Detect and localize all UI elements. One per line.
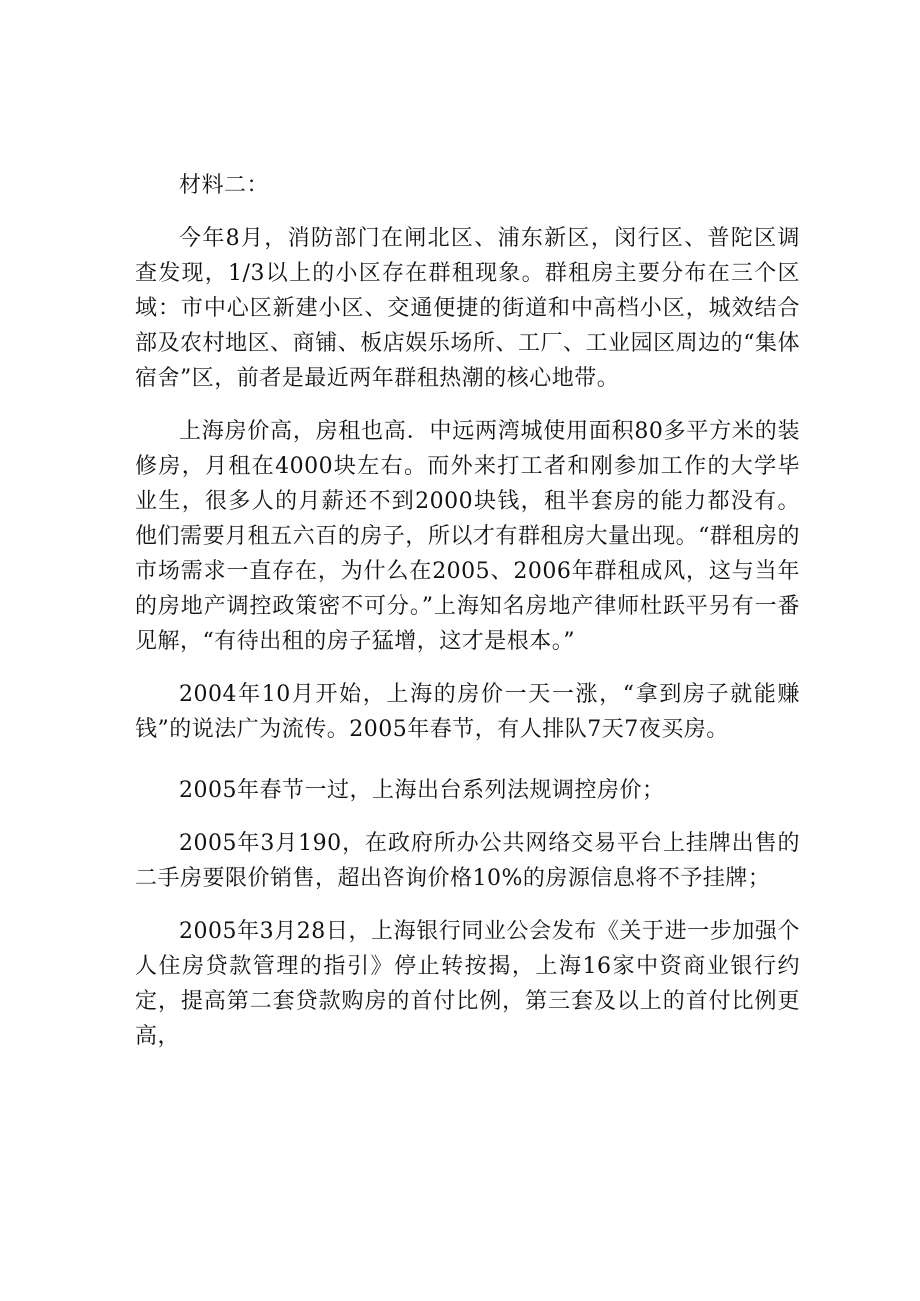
paragraph-regulations-intro: 2005年春节一过，上海出台系列法规调控房价； xyxy=(179,778,665,803)
paragraph-loan-guideline: 2005年3月28日，上海银行同业公会发布《关于进一步加强个人住房贷款管理的指引》停止转按揭，上海16家中资商业银行约定，提高第二套贷款购房的首付比例，第三套及以上的首付比例更高， xyxy=(135,919,800,1049)
section-heading: 材料二： xyxy=(179,173,270,198)
paragraph-group-rental-survey: 今年8月，消防部门在闸北区、浦东新区，闵行区、普陀区调查发现，1/3以上的小区存在群租现象。群租房主要分布在三个区域：市中心区新建小区、交通便捷的街道和中高档小区，城效结合部及农村地区、商铺、板店娱乐场所、工厂、工业园区周边的“集体宿舍”区，前者是最近两年群租热潮的核心地带。 xyxy=(135,226,800,391)
paragraph-price-surge: 2004年10月开始，上海的房价一天一涨，“拿到房子就能赚钱”的说法广为流传。2005年春节，有人排队7天7夜买房。 xyxy=(135,682,800,742)
paragraph-price-limit: 2005年3月190，在政府所办公共网络交易平台上挂牌出售的二手房要限价销售，超出咨询价格10%的房源信息将不予挂牌； xyxy=(135,831,800,891)
document-page xyxy=(135,168,800,1054)
paragraph-rent-prices: 上海房价高，房租也高．中远两湾城使用面积80多平方米的装修房，月租在4000块左右。而外来打工者和刚参加工作的大学毕业生，很多人的月薪还不到2000块钱，租半套房的能力都没有。他们需要月租五六百的房子，所以才有群租房大量出现。“群租房的市场需求一直存在，为什么在2005、2006年群租成风，这与当年的房地产调控政策密不可分。”上海知名房地产律师杜跃平另有一番见解，“有待出租的房子猛增，这才是根本。” xyxy=(135,419,800,654)
